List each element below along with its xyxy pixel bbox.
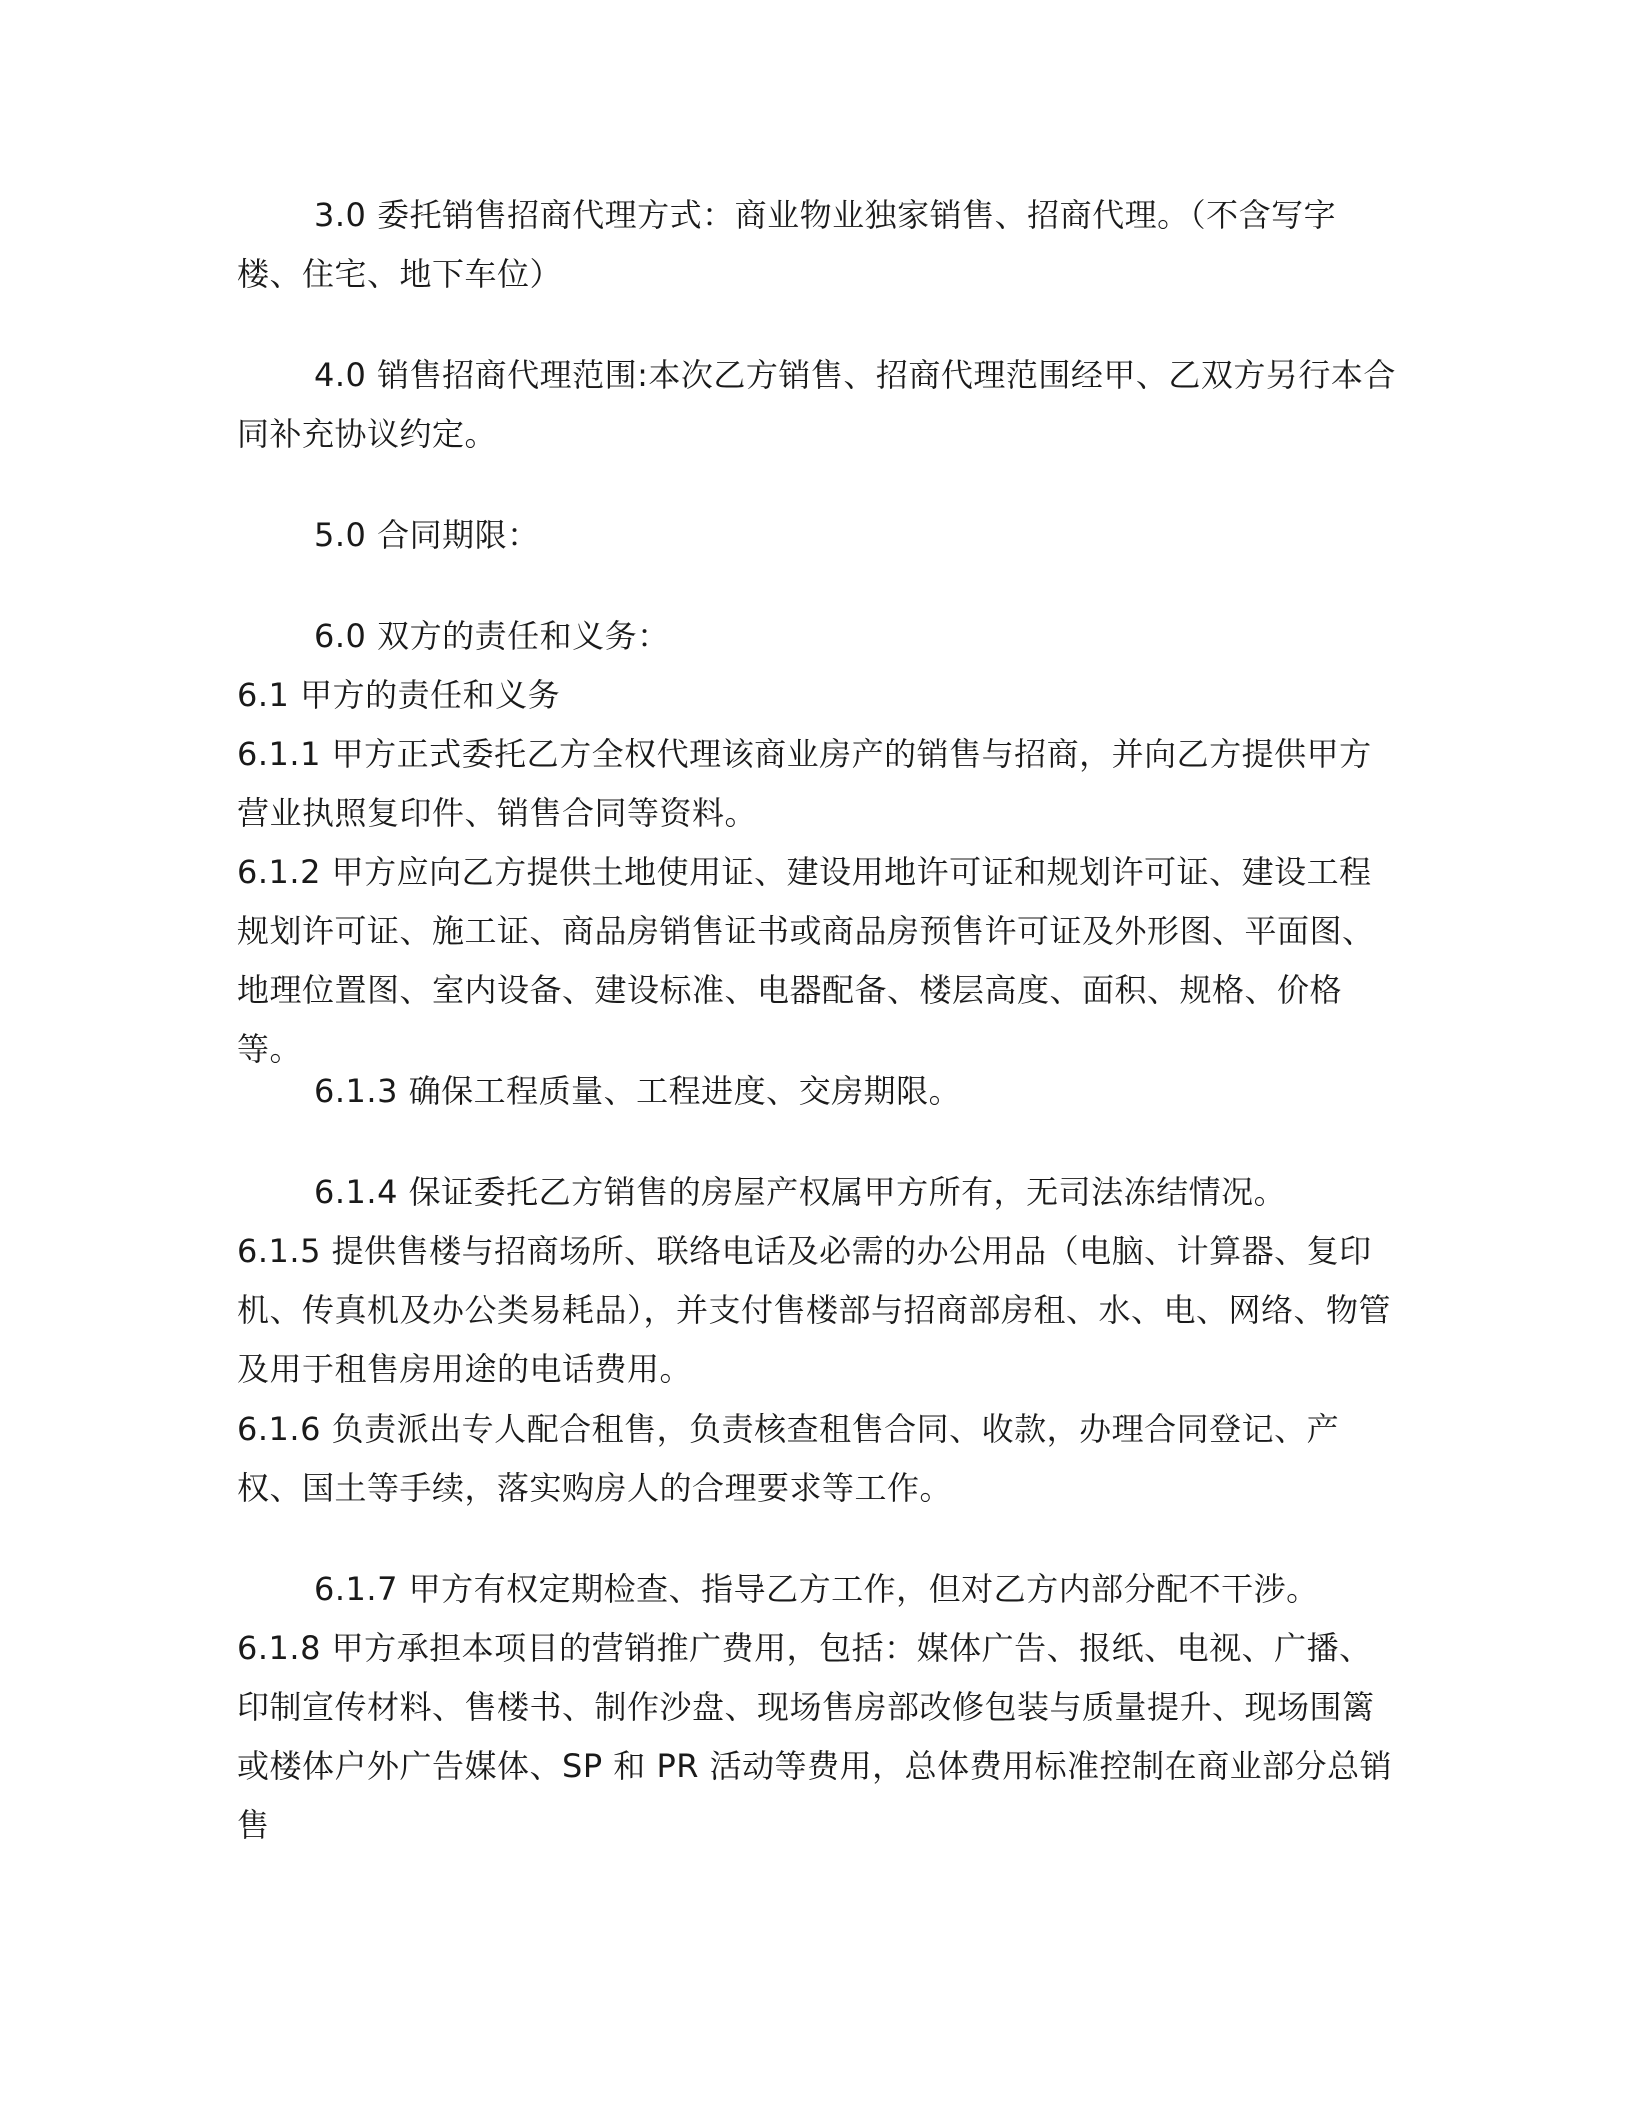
paragraph-6-1-6: 6.1.6 负责派出专人配合租售，负责核查租售合同、收款，办理合同登记、产权、国土等手续，落实购房人的合理要求等工作。 (237, 1410, 1340, 1507)
paragraph-6-1-2: 6.1.2 甲方应向乙方提供土地使用证、建设用地许可证和规划许可证、建设工程规划许可证、施工证、商品房销售证书或商品房预售许可证及外形图、平面图、地理位置图、室内设备、建设标准、电器配备、楼层高度、面积、规格、价格等。 (237, 853, 1375, 1068)
paragraph-3-0: 3.0 委托销售招商代理方式：商业物业独家销售、招商代理。（不含写字楼、住宅、地下车位） (237, 196, 1337, 293)
paragraph-5-0: 5.0 合同期限： (314, 516, 540, 554)
paragraph-6-1-1: 6.1.1 甲方正式委托乙方全权代理该商业房产的销售与招商，并向乙方提供甲方营业执照复印件、销售合同等资料。 (237, 735, 1372, 832)
paragraph-6-1-8: 6.1.8 甲方承担本项目的营销推广费用，包括：媒体广告、报纸、电视、广播、印制宣传材料、售楼书、制作沙盘、现场售房部改修包装与质量提升、现场围篱或楼体户外广告媒体、SP 和 PR 活动等费用，总体费用标准控制在商业部分总销售 (237, 1629, 1393, 1844)
paragraph-6-1-4: 6.1.4 保证委托乙方销售的房屋产权属甲方所有，无司法冻结情况。 (314, 1173, 1287, 1211)
paragraph-6-1-7: 6.1.7 甲方有权定期检查、指导乙方工作，但对乙方内部分配不干涉。 (314, 1570, 1319, 1608)
paragraph-6-1: 6.1 甲方的责任和义务 (237, 676, 561, 714)
paragraph-6-1-3: 6.1.3 确保工程质量、工程进度、交房期限。 (314, 1072, 962, 1110)
paragraph-6-1-5: 6.1.5 提供售楼与招商场所、联络电话及必需的办公用品（电脑、计算器、复印机、传真机及办公类易耗品），并支付售楼部与招商部房租、水、电、网络、物管及用于租售房用途的电话费用。 (237, 1232, 1392, 1388)
paragraph-6-0: 6.0 双方的责任和义务： (314, 617, 670, 655)
paragraph-4-0: 4.0 销售招商代理范围:本次乙方销售、招商代理范围经甲、乙双方另行本合同补充协议约定。 (237, 356, 1396, 453)
